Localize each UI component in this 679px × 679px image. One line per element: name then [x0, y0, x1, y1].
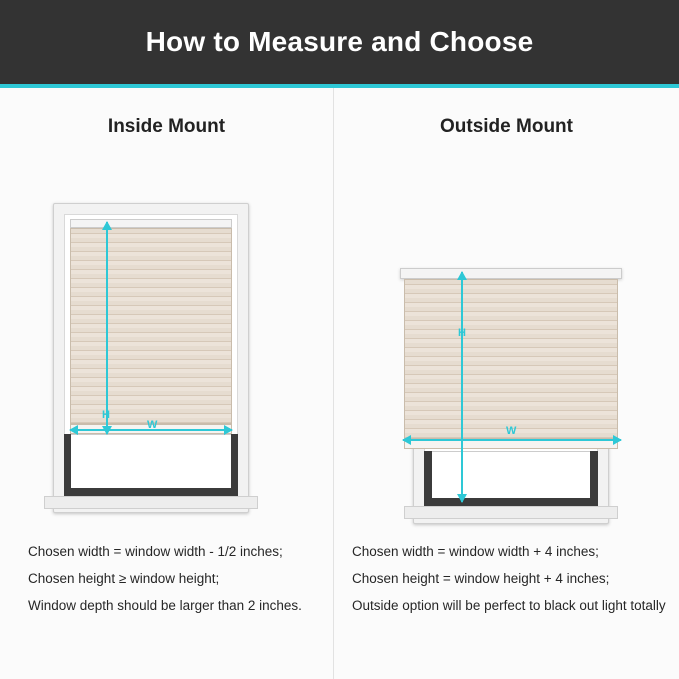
window-reveal-left	[64, 434, 71, 496]
outside-mount-captions	[334, 538, 679, 619]
window-sill	[404, 506, 618, 519]
height-measure-arrow	[456, 272, 468, 502]
caption-line: Chosen height ≥ window height;	[28, 571, 220, 586]
window-reveal-bottom	[64, 488, 238, 496]
height-arrow-line	[461, 272, 463, 502]
outside-mount-title: Outside Mount	[440, 116, 573, 137]
height-arrow-head-top	[102, 221, 112, 230]
width-label: W	[147, 419, 158, 431]
window-glass	[70, 434, 232, 496]
height-label: H	[458, 327, 466, 339]
inside-mount-illustration	[40, 198, 292, 523]
header-bar	[0, 0, 679, 84]
width-label: W	[506, 425, 517, 437]
window-reveal-bottom	[424, 498, 598, 506]
height-arrow-line	[106, 222, 108, 434]
window-sill	[44, 496, 258, 509]
window-glass	[431, 451, 591, 501]
caption-line: Chosen width = window width + 4 inches;	[352, 544, 599, 559]
caption-line: Window depth should be larger than 2 inches.	[28, 598, 302, 613]
height-measure-arrow	[101, 222, 113, 434]
caption-line: Outside option will be perfect to black out light totally	[352, 598, 666, 613]
height-arrow-head-top	[457, 271, 467, 280]
page-title: How to Measure and Choose	[145, 26, 534, 57]
inside-mount-title: Inside Mount	[107, 116, 226, 137]
width-arrow-head-left	[69, 425, 78, 435]
outside-mount-panel	[334, 88, 679, 679]
caption-line: Chosen width = window width - 1/2 inches;	[28, 544, 283, 559]
width-arrow-line	[403, 439, 621, 441]
shade-headrail	[70, 219, 232, 228]
inside-mount-captions	[0, 538, 333, 619]
outside-mount-illustration	[386, 176, 644, 526]
height-label: H	[102, 409, 110, 421]
cellular-shade-fabric	[404, 279, 618, 439]
content-area	[0, 88, 679, 679]
width-arrow-head-right	[224, 425, 233, 435]
window-reveal-right	[231, 434, 238, 496]
width-extension-right	[597, 439, 621, 441]
height-arrow-head-bottom	[457, 494, 467, 503]
inside-mount-panel	[0, 88, 334, 679]
caption-line: Chosen height = window height + 4 inches;	[352, 571, 610, 586]
width-extension-left	[403, 439, 427, 441]
cellular-shade-fabric	[70, 228, 232, 424]
shade-headrail	[400, 268, 622, 279]
